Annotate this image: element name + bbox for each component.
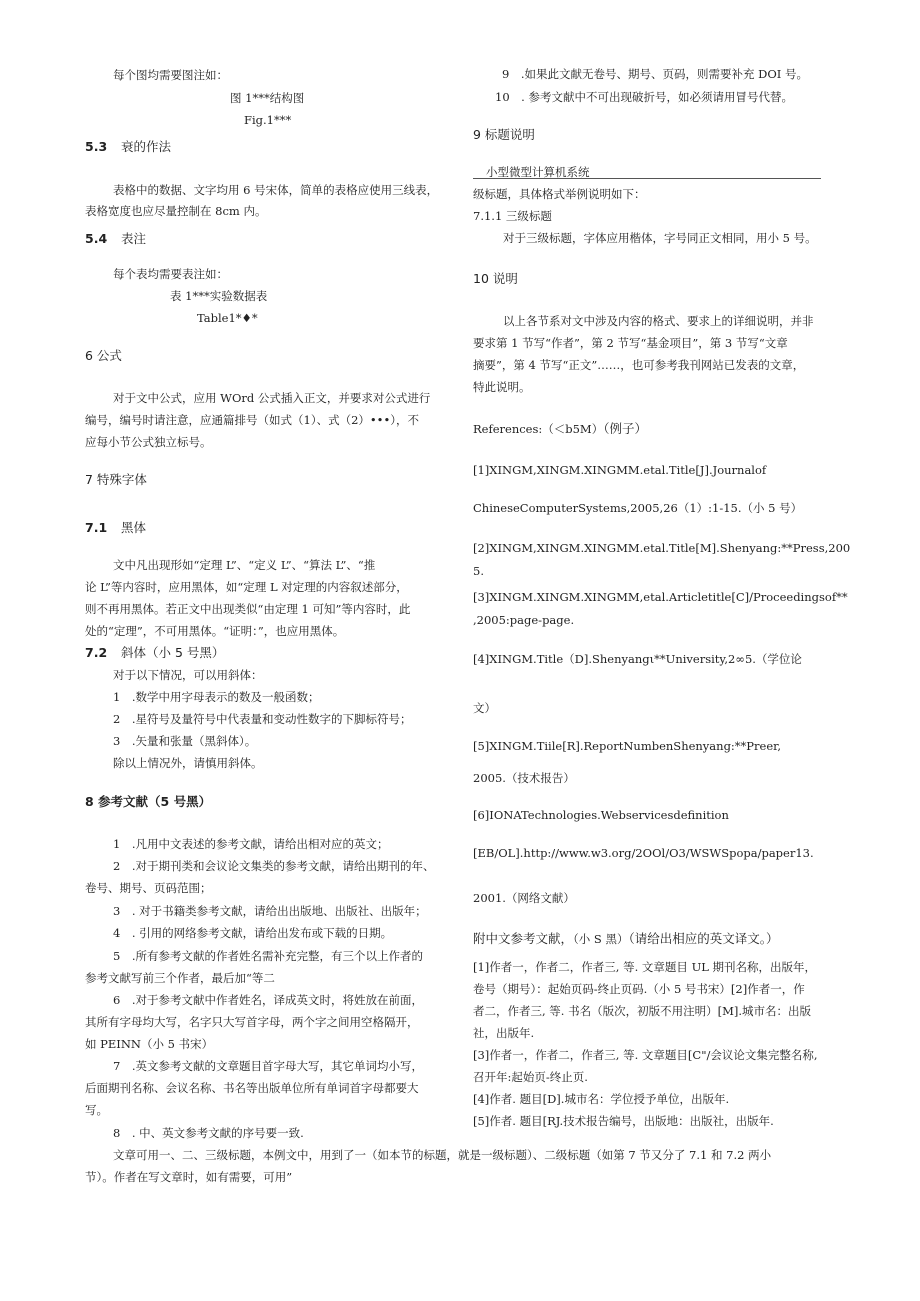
paragraph-line: 对于三级标题，字体应用楷体，字号同正文相同，用小 5 号。 bbox=[503, 231, 817, 245]
section-5-3-number: 5.3 bbox=[85, 139, 108, 154]
list-item: 参考文献写前三个作者，最后加“等二 bbox=[85, 971, 275, 985]
chinese-reference-line: [1]作者一，作者二，作者三, 等. 文章题目 UL 期刊名称，出版年， bbox=[473, 960, 817, 974]
paragraph-line: 编号，编号时请注意，应通篇排号（如式（1）、式（2）•••），不 bbox=[85, 413, 419, 427]
paragraph-line: 以上各节系对文中涉及内容的格式、要求上的详细说明，并非 bbox=[503, 314, 814, 328]
list-item: 6 .对于参考文献中作者姓名，译成英文时，将姓放在前面， bbox=[113, 993, 423, 1007]
bottom-paragraph-line: 文章可用一、二、三级标题，本例文中，用到了一（如本节的标题，就是一级标题）、二级标题（如第 7 节又分了 7.1 和 7.2 两小 bbox=[113, 1148, 772, 1162]
paragraph-line: 级标题，具体格式举例说明如下： bbox=[473, 187, 646, 201]
reference-item: [5]XINGM.Tiile[R].ReportNumbenShenyang:**Preer, bbox=[473, 739, 782, 753]
running-head: 小型微型计算机系统 bbox=[486, 165, 590, 179]
list-item: 1 .凡用中文表述的参考文献，请给出相对应的英文； bbox=[113, 837, 389, 851]
table-caption-cn: 表 1***实验数据表 bbox=[170, 289, 268, 303]
list-item: 4 . 引用的网络参考文献，请给出发布或下载的日期。 bbox=[113, 926, 393, 940]
reference-item: 2005.（技术报告） bbox=[473, 771, 575, 785]
figure-caption-cn: 图 1***结构图 bbox=[230, 91, 305, 105]
chinese-reference-line: 召开年:起始页-终止页. bbox=[473, 1070, 588, 1084]
references-heading-label: References:（＜b5M） bbox=[473, 422, 604, 436]
reference-item: [6]IONATechnologies.Webservicesdefinition bbox=[473, 808, 729, 822]
paragraph-line: 应每小节公式独立标号。 bbox=[85, 435, 212, 449]
list-item: 8 . 中、英文参考文献的序号要一致. bbox=[113, 1126, 304, 1140]
paragraph-line: 则不再用黑体。若正文中出现类似“由定理 1 可知”等内容时，此 bbox=[85, 602, 411, 616]
list-item: 其所有字母均大写，名字只大写首字母，两个字之间用空格隔开， bbox=[85, 1015, 419, 1029]
list-item: 2 .对于期刊类和会议论文集类的参考文献，请给出期刊的年、 bbox=[113, 859, 435, 873]
section-10-title: 10 说明 bbox=[473, 271, 518, 286]
list-item: 3 . 对于书籍类参考文献，请给出出版地、出版社、出版年； bbox=[113, 904, 427, 918]
section-7-title: 7 特殊字体 bbox=[85, 472, 147, 487]
reference-item: 5. bbox=[473, 564, 484, 578]
list-item: 3 .矢量和张量（黑斜体）。 bbox=[113, 734, 257, 748]
reference-item: 2001.（网络文献） bbox=[473, 891, 575, 905]
paragraph-line: 对于以下情况，可以用斜体： bbox=[113, 668, 263, 682]
paragraph-line: 特此说明。 bbox=[473, 380, 531, 394]
list-item: 7 .英文参考文献的文章题目首字母大写，其它单词均小写， bbox=[113, 1059, 423, 1073]
bottom-paragraph-line: 节）。作者在写文章时，如有需要，可用” bbox=[85, 1170, 293, 1184]
chinese-reference-line: 社，出版年. bbox=[473, 1026, 535, 1040]
chinese-reference-line: [5]作者. 题目[RJ.技术报告编号，出版地：出版社，出版年. bbox=[473, 1114, 774, 1128]
chinese-references-heading-note: （请给出相应的英文译文。） bbox=[628, 931, 779, 946]
section-6-title: 6 公式 bbox=[85, 348, 122, 363]
reference-item: [4]XINGM.Title（D].Shenyangι**University,2∞5.（学位论 bbox=[473, 652, 802, 666]
paragraph-line: 处的“定理”，不可用黑体。“证明：”，也应用黑体。 bbox=[85, 624, 345, 638]
paragraph-line: 摘要”，第 4 节写“正文”……，也可参考我刊网站已发表的文章， bbox=[473, 358, 805, 372]
reference-item: 文） bbox=[473, 701, 496, 715]
list-item: 如 PEINN（小 5 书宋） bbox=[85, 1037, 214, 1051]
chinese-reference-line: 卷号（期号）：起始页码-终止页码.（小 5 号书宋）[2]作者一，作 bbox=[473, 982, 805, 996]
figure-note-intro: 每个图均需要图注如： bbox=[113, 68, 228, 82]
running-head-rule bbox=[473, 178, 821, 179]
reference-item: ,2005:page-page. bbox=[473, 613, 575, 627]
figure-caption-en: Fig.1*** bbox=[244, 113, 292, 127]
list-item: 卷号、期号、页码范围； bbox=[85, 881, 212, 895]
subsection-heading: 7.1.1 三级标题 bbox=[473, 209, 552, 223]
section-7-2-number: 7.2 bbox=[85, 645, 108, 660]
list-item: 写。 bbox=[85, 1103, 108, 1117]
section-8-title: 8 参考文献（5 号黑） bbox=[85, 794, 212, 809]
list-item: 1 .数学中用字母表示的数及一般函数； bbox=[113, 690, 320, 704]
paragraph-line: 要求第 1 节写“作者”，第 2 节写“基金项目”，第 3 节写“文章 bbox=[473, 336, 788, 350]
chinese-references-heading-label: 附中文参考文献， bbox=[473, 931, 574, 946]
section-7-1-number: 7.1 bbox=[85, 520, 108, 535]
section-5-4-number: 5.4 bbox=[85, 231, 108, 246]
paragraph-line: 表格宽度也应尽量控制在 8cm 内。 bbox=[85, 204, 267, 218]
paragraph-line: 论 L”等内容时，应用黑体，如“定理 L 对定理的内容叙述部分， bbox=[85, 580, 408, 594]
paragraph-line: 文中凡出现形如“定理 L”、“定义 L”、“算法 L”、“推 bbox=[113, 558, 376, 572]
references-heading-note: （例子） bbox=[603, 421, 647, 436]
table-caption-en: Table1*♦* bbox=[197, 311, 258, 325]
chinese-reference-line: 者二，作者三, 等. 书名（版次，初版不用注明）[M].城市名：出版 bbox=[473, 1004, 812, 1018]
table-note-intro: 每个表均需要表注如： bbox=[113, 267, 228, 281]
paragraph-line: 表格中的数据、文字均用 6 号宋体，简单的表格应使用三线表， bbox=[113, 183, 439, 197]
chinese-reference-line: [3]作者一，作者二，作者三, 等. 文章题目[C"/会议论文集完整名称, bbox=[473, 1048, 818, 1062]
references-heading bbox=[473, 421, 647, 437]
chinese-references-heading-size: （小 S 黑） bbox=[573, 932, 629, 946]
reference-item: ChineseComputerSystems,2005,26（1）:1-15.（小 5 号） bbox=[473, 501, 803, 515]
section-7-2-title: 斜体（小 5 号黑） bbox=[121, 645, 225, 660]
chinese-references-heading bbox=[473, 931, 778, 947]
chinese-reference-line: [4]作者. 题目[D].城市名：学位授予单位，出版年. bbox=[473, 1092, 730, 1106]
list-item: 9 .如果此文献无卷号、期号、页码，则需要补充 DOI 号。 bbox=[502, 67, 808, 81]
section-5-4-title: 表注 bbox=[121, 231, 147, 246]
paragraph-line: 除以上情况外，请慎用斜体。 bbox=[113, 756, 263, 770]
section-7-1-title: 黑体 bbox=[121, 520, 147, 535]
reference-item: [3]XINGM.XINGM.XINGMM,etal.Articletitle[C]∕Proceedingsof** bbox=[473, 590, 848, 604]
section-5-3-title: 衰的作法 bbox=[121, 139, 172, 154]
section-9-title: 9 标题说明 bbox=[473, 127, 535, 142]
reference-item: [2]XINGM,XINGM.XINGMM.etal.Title[M].Shenyang:**Press,200 bbox=[473, 541, 851, 555]
list-item: 10 . 参考文献中不可出现破折号，如必须请用冒号代替。 bbox=[495, 90, 793, 104]
reference-item: [EB/OL].http://www.w3.org/2OOl/O3/WSWSpopa/paper13. bbox=[473, 846, 814, 860]
reference-item: [1]XINGM,XINGM.XINGMM.etal.Title[J].Journalof bbox=[473, 463, 767, 477]
list-item: 5 .所有参考文献的作者姓名需补充完整，有三个以上作者的 bbox=[113, 949, 423, 963]
paragraph-line: 对于文中公式，应用 WOrd 公式插入正文，并要求对公式进行 bbox=[113, 391, 431, 405]
list-item: 后面期刊名称、会议名称、书名等出版单位所有单词首字母都要大 bbox=[85, 1081, 419, 1095]
list-item: 2 .星符号及量符号中代表量和变动性数字的下脚标符号； bbox=[113, 712, 412, 726]
